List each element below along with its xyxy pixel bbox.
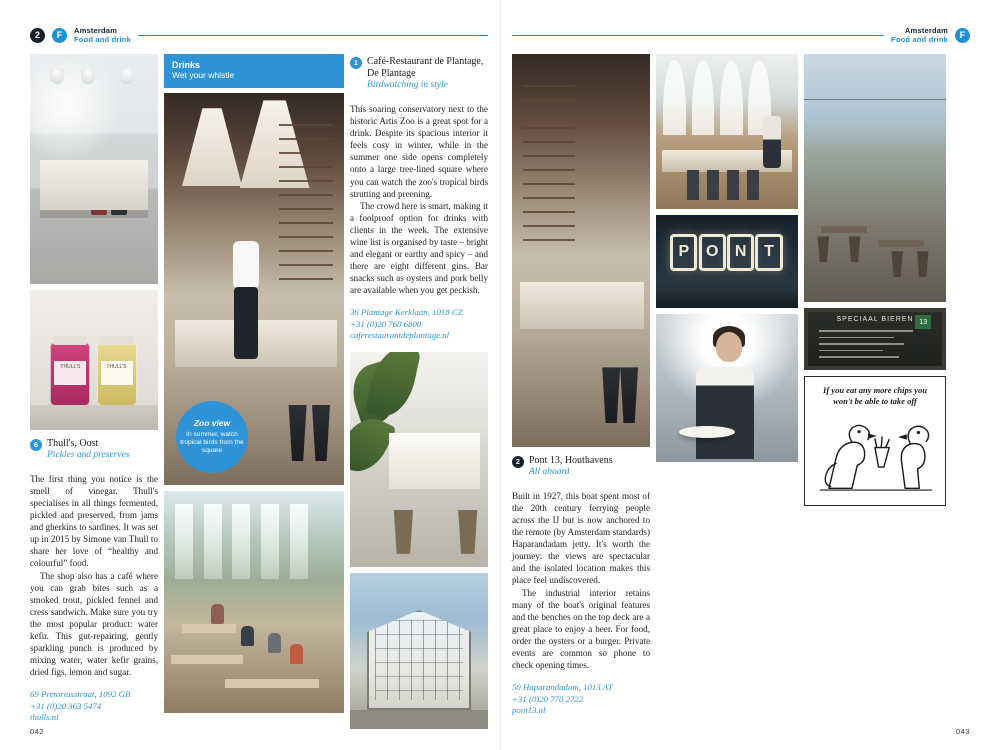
outdoor-table — [878, 240, 924, 247]
running-head-left — [30, 22, 488, 48]
dining-table — [182, 624, 236, 633]
bar-stool — [687, 170, 699, 200]
photo-pont-interior-bar — [512, 54, 650, 447]
outdoor-chair — [815, 236, 831, 262]
ground-plane — [350, 710, 488, 729]
roundel-text: In summer, watch tropical birds from the square — [180, 430, 244, 455]
section-letter-badge: F — [52, 28, 67, 43]
bartender-apron — [234, 287, 258, 359]
kicker-title: Drinks — [172, 60, 201, 70]
arched-window — [692, 60, 715, 134]
photo-boat-terrace — [804, 54, 946, 302]
entry-number-badge: 1 — [350, 57, 362, 69]
illustration-caption: If you eat any more chips you won't be able to take off — [823, 385, 927, 406]
window-pane — [204, 504, 222, 579]
chair — [391, 510, 415, 554]
window-pane — [290, 504, 308, 579]
entry-title: Café-Restaurant de Plantage, De Plantage — [367, 56, 484, 80]
entry-number-badge: 2 — [512, 456, 524, 468]
entry-header-thulls — [30, 438, 158, 462]
jar-label-right — [101, 361, 133, 385]
neon-letter: T — [755, 234, 782, 272]
chalkboard-number: 13 — [915, 315, 931, 329]
pendant-lamp-icon — [50, 68, 64, 84]
window-pane — [175, 504, 193, 579]
running-head-section: Food and drink — [74, 35, 131, 44]
outdoor-chair — [915, 251, 931, 277]
paragraph: This soaring conservatory next to the historic Artis Zoo is a great spot for a drink. Despite its spacious interior it feels cosy in winter, while in the summer one side opens completely onto a large tree-lined square where you can watch the zoo's tropical birds strutting and preening. — [350, 103, 488, 199]
bar-stool — [727, 170, 739, 200]
entry-subtitle: Pickles and preserves — [47, 450, 130, 461]
window-pane — [261, 504, 279, 579]
address-line: 69 Pretoriusstraat, 1092 GB — [30, 689, 131, 700]
entry-body-pont13 — [512, 490, 650, 671]
bar-stool — [284, 405, 312, 461]
photo-greenhouse-exterior — [350, 573, 488, 729]
folio-left: 042 — [30, 727, 45, 736]
running-head-text — [891, 26, 948, 45]
section-letter-badge: F — [955, 28, 970, 43]
entry-title: Thull's, Oost — [47, 438, 99, 449]
page-gutter — [500, 0, 501, 750]
running-head-rule — [512, 35, 884, 36]
entry-address-thulls — [30, 689, 158, 723]
jar-lid — [53, 336, 87, 345]
dining-table — [225, 679, 319, 688]
left-column-1 — [30, 54, 158, 729]
paragraph: The industrial interior retains many of the boat's original features and the benches on the top deck are a great place to enjoy a beer. For food, order the oysters or a burger. Private events are common so phone to check opening times. — [512, 587, 650, 671]
diner-figure — [211, 604, 224, 624]
phone-line: +31 (0)20 363 5474 — [30, 700, 102, 711]
roundel-title: Zoo view — [193, 417, 231, 428]
dining-table — [389, 433, 480, 489]
website-line[interactable]: thulls.nl — [30, 712, 59, 723]
pendant-lamp-icon — [81, 68, 95, 84]
chair — [456, 510, 480, 554]
photo-wide-bar-arches — [656, 54, 798, 209]
phone-line: +31 (0)20 770 2722 — [512, 693, 584, 704]
staff-figure — [763, 116, 781, 168]
entry-body-thulls — [30, 473, 158, 679]
jar-brand-left: THULL'S — [60, 364, 81, 371]
dining-table — [171, 655, 243, 664]
bartender-figure — [229, 241, 263, 361]
jar-brand-right: THULL'S — [106, 364, 127, 371]
photo-pont-neon-sign — [656, 215, 798, 308]
chalk-line — [819, 330, 913, 332]
illustration-panel — [804, 376, 946, 506]
phone-line: +31 (0)20 760 6800 — [350, 318, 422, 329]
plant-leaf — [365, 352, 421, 421]
photo-waitress-with-plate — [656, 314, 798, 462]
bartender-shirt — [233, 241, 259, 289]
paragraph: The first thing you notice is the smell of vinegar. Thull's specialises in all things fermented, pickled and preserved, from jams and gherkins to sardines. It was set up in 2015 by Simone van Thull to share her love of “healthy and colourful” food. — [30, 473, 158, 569]
bottle-shelf — [523, 85, 575, 242]
arched-window — [720, 60, 743, 134]
right-page-columns — [512, 54, 970, 716]
bar-stool — [707, 170, 719, 200]
right-page — [500, 0, 1000, 750]
running-head-right — [512, 22, 970, 48]
window-pane — [232, 504, 250, 579]
greenhouse-building — [367, 610, 472, 710]
website-line[interactable]: caferestaurantdeplantage.nl — [350, 330, 450, 341]
running-head-text — [74, 26, 131, 45]
zoo-view-roundel — [176, 401, 248, 473]
entry-header-pont13 — [512, 455, 650, 479]
paragraph: Built in 1927, this boat spent most of the 20th century ferrying people across the IJ but is now anchored to the remote (by Amsterdam standards) Haparandadam jetty. It's worth the journey: the views are spectacular and the isolated location makes this place feel undiscovered. — [512, 490, 650, 586]
chalk-line — [819, 356, 899, 358]
chalk-line — [819, 343, 905, 345]
left-column-3 — [350, 54, 488, 729]
pendant-lamp-icon — [120, 68, 134, 84]
left-column-2 — [164, 54, 344, 729]
running-head-rule — [138, 35, 488, 36]
address-line: 50 Haparandadam, 1013 AT — [512, 682, 613, 693]
entry-number-badge: 6 — [30, 439, 42, 451]
seagull-illustration-svg — [813, 410, 937, 494]
website-line[interactable]: pont13.nl — [512, 705, 546, 716]
neon-letter: P — [670, 234, 697, 272]
diner-figure — [290, 644, 303, 664]
jar-label-left — [54, 361, 86, 385]
paragraph: The crowd here is smart, making it a foolproof option for drinks with clients in the week. The extensive wine list is organised by taste – bright and elegant or earthy and spicy – and there are eight different gins. Bar snacks such as oysters and pork belly are available when you get peckish. — [350, 200, 488, 296]
photo-chalkboard-menu — [804, 308, 946, 370]
right-column-1 — [512, 54, 650, 716]
bar-counter — [520, 282, 644, 329]
photo-restaurant-dining-hall — [164, 491, 344, 713]
right-column-3 — [804, 54, 946, 716]
jar-lid — [100, 336, 134, 345]
neon-letter: O — [699, 234, 726, 272]
running-head-city: Amsterdam — [74, 25, 118, 35]
neon-letter: N — [727, 234, 754, 272]
kicker-subtitle: Wet your whistle — [172, 70, 235, 81]
chalkboard-title: SPECIAAL BIEREN — [836, 316, 914, 324]
address-line: 36 Plantage Kerklaan, 1018 CZ — [350, 307, 463, 318]
diner-figure — [241, 626, 254, 646]
entry-header-plantage — [350, 56, 488, 92]
cartoon-seagull-eating-chips — [813, 410, 937, 494]
bottle-shelf — [279, 124, 333, 281]
entry-title: Pont 13, Houthavens — [529, 455, 613, 466]
bar-stool — [747, 170, 759, 200]
entry-address-plantage — [350, 307, 488, 341]
chalk-line — [819, 337, 894, 339]
paragraph: The shop also has a café where you can grab bites such as a smoked trout, pickled fennel and cress sandwich. Make sure you try the most popular product: water kefir. This gut-repairing, gently sparkling punch is produced by mixing water, water kefir grains, dried figs, lemon and sugar. — [30, 570, 158, 678]
string-light-wire — [804, 99, 946, 100]
entry-subtitle: All aboard — [529, 467, 570, 478]
person-figure — [111, 185, 127, 215]
photo-bar-hero-bartender — [164, 93, 344, 485]
jar-left — [50, 342, 90, 406]
photo-plants-and-table — [350, 352, 488, 567]
chalk-line — [819, 350, 883, 352]
waitress-apron — [696, 367, 754, 459]
entry-body-plantage — [350, 103, 488, 297]
section-kicker — [164, 54, 344, 88]
outdoor-table — [821, 226, 867, 233]
pendant-lamp-icon — [182, 108, 242, 186]
page-marker-badge: 2 — [30, 28, 45, 43]
left-page-columns — [30, 54, 488, 729]
running-head-section: Food and drink — [891, 35, 948, 44]
waitress-head — [716, 332, 742, 362]
photo-cafe-counter-interior — [30, 54, 158, 284]
jar-right — [97, 342, 137, 406]
diner-figure — [268, 633, 281, 653]
right-column-2 — [656, 54, 798, 716]
entry-address-pont13 — [512, 682, 650, 716]
person-figure — [91, 181, 107, 215]
outdoor-chair — [889, 251, 905, 277]
running-head-city: Amsterdam — [904, 25, 948, 35]
arched-window — [663, 60, 686, 134]
folio-right: 043 — [955, 727, 970, 736]
outdoor-chair — [847, 236, 863, 262]
photo-preserve-jars — [30, 290, 158, 430]
entry-subtitle: Birdwatching in style — [367, 80, 448, 91]
bar-stool — [307, 405, 335, 461]
